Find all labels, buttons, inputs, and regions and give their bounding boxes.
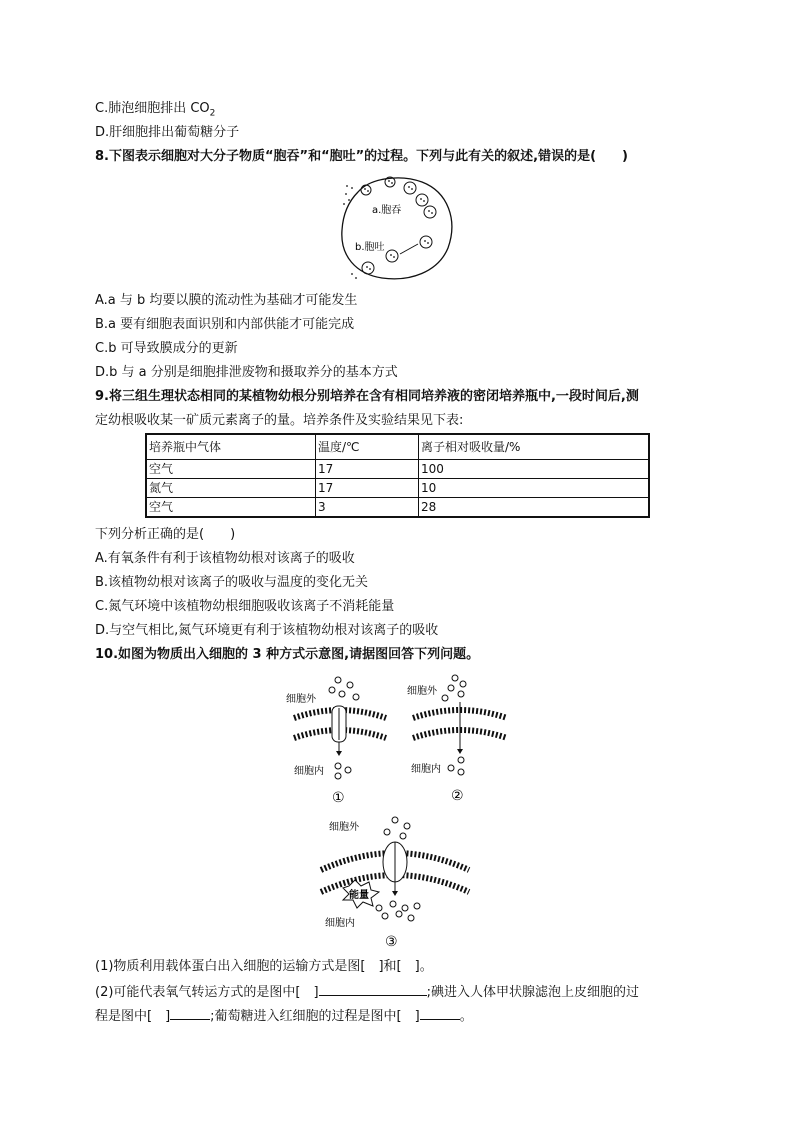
table-cell: 17 <box>316 460 419 479</box>
option-8a: A.a 与 b 均要以膜的流动性为基础才可能发生 <box>95 293 358 308</box>
question-9-prompt: 下列分析正确的是( ) <box>95 527 236 542</box>
answer-blank[interactable] <box>170 1005 210 1020</box>
label-exocytosis: b.胞吐 <box>355 242 385 253</box>
table-row <box>146 498 649 518</box>
subquestion-1: (1)物质利用载体蛋白出入细胞的运输方式是图[ ]和[ ]。 <box>95 959 433 974</box>
question-9-line-2: 定幼根吸收某一矿质元素离子的量。培养条件及实验结果见下表: <box>95 413 464 428</box>
question-8: 8.下图表示细胞对大分子物质“胞吞”和“胞吐”的过程。下列与此有关的叙述,错误的是( ) <box>95 149 628 164</box>
endocytosis-exocytosis-figure <box>330 170 460 285</box>
figure-number-2: ② <box>451 788 464 804</box>
option-8c: C.b 可导致膜成分的更新 <box>95 341 238 356</box>
label-outside: 细胞外 <box>407 686 437 697</box>
membrane-diagram-1 <box>280 672 400 807</box>
label-inside: 细胞内 <box>325 918 355 929</box>
table-header: 离子相对吸收量/% <box>419 434 650 460</box>
answer-blank[interactable] <box>319 981 427 996</box>
option-9b: B.该植物幼根对该离子的吸收与温度的变化无关 <box>95 575 369 590</box>
transport-figure-1 <box>280 672 400 807</box>
option-9d: D.与空气相比,氮气环境更有利于该植物幼根对该离子的吸收 <box>95 623 439 638</box>
question-9-line-1: 9.将三组生理状态相同的某植物幼根分别培养在含有相同培养液的密闭培养瓶中,一段时间后,测 <box>95 389 639 404</box>
label-outside: 细胞外 <box>329 822 359 833</box>
transport-figure-2 <box>405 672 515 807</box>
figure-number-1: ① <box>332 790 345 806</box>
answer-blank[interactable] <box>420 1005 460 1020</box>
option-7c: C.肺泡细胞排出 $CO_2$ <box>95 101 216 119</box>
table-cell: 空气 <box>146 498 316 518</box>
label-inside: 细胞内 <box>411 764 441 775</box>
figure-number-3: ③ <box>385 934 398 950</box>
label-endocytosis: a.胞吞 <box>372 205 402 216</box>
table-cell: 10 <box>419 479 650 498</box>
table-cell: 氮气 <box>146 479 316 498</box>
option-8b: B.a 要有细胞表面识别和内部供能才可能完成 <box>95 317 355 332</box>
subquestion-2: (2)可能代表氧气转运方式的是图中[ ] ;碘进入人体甲状腺滤泡上皮细胞的过 <box>95 981 639 1003</box>
table-header-row <box>146 434 649 460</box>
membrane-diagram-2 <box>405 672 515 807</box>
table-row <box>146 460 649 479</box>
cell-diagram <box>330 170 460 285</box>
membrane-diagram-3 <box>315 812 475 952</box>
subquestion-2-cont: 程是图中[ ] ;葡萄糖进入红细胞的过程是图中[ ] 。 <box>95 1005 473 1027</box>
option-9a: A.有氧条件有利于该植物幼根对该离子的吸收 <box>95 551 355 566</box>
table-row <box>146 479 649 498</box>
label-inside: 细胞内 <box>294 766 324 777</box>
table-cell: 28 <box>419 498 650 518</box>
table-header: 温度/℃ <box>316 434 419 460</box>
experiment-table <box>145 433 650 518</box>
table-header: 培养瓶中气体 <box>146 434 316 460</box>
label-energy: 能量 <box>349 890 369 901</box>
table-cell: 100 <box>419 460 650 479</box>
label-outside: 细胞外 <box>286 694 316 705</box>
transport-figure-3 <box>315 812 475 952</box>
table-cell: 空气 <box>146 460 316 479</box>
option-9c: C.氮气环境中该植物幼根细胞吸收该离子不消耗能量 <box>95 599 395 614</box>
option-7d: D.肝细胞排出葡萄糖分子 <box>95 125 240 140</box>
table-cell: 17 <box>316 479 419 498</box>
table-cell: 3 <box>316 498 419 518</box>
option-8d: D.b 与 a 分别是细胞排泄废物和摄取养分的基本方式 <box>95 365 398 380</box>
question-10: 10.如图为物质出入细胞的 3 种方式示意图,请据图回答下列问题。 <box>95 647 480 662</box>
